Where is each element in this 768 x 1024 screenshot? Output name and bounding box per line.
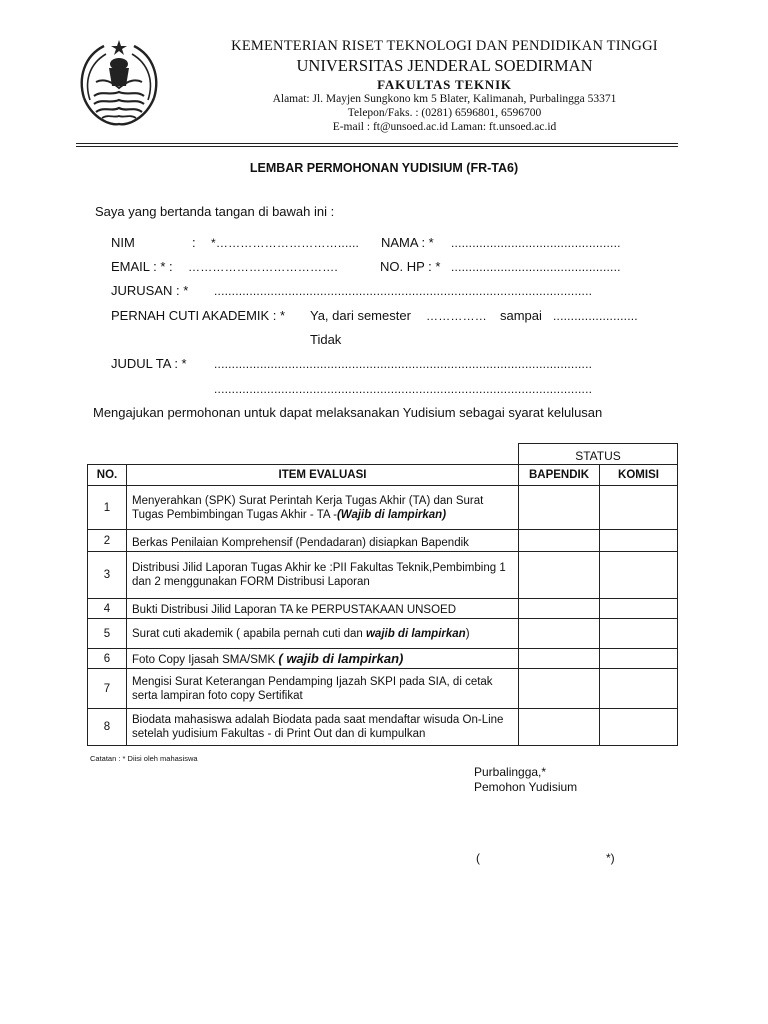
row-item-required: wajib di lampirkan	[365, 627, 466, 640]
row-item-text: Biodata mahasiswa adalah Biodata pada saat mendaftar wisuda On-Line setelah yudisium Fakultas - di Print Out dan di kumpulkan	[132, 714, 504, 740]
contact-web: E-mail : ft@unsoed.ac.id Laman: ft.unsoed.ac.id	[332, 121, 557, 133]
komisi-check-cell[interactable]	[600, 669, 678, 709]
row-number: 2	[88, 530, 127, 552]
row-number: 1	[88, 486, 127, 530]
col-komisi-header: KOMISI	[600, 465, 678, 486]
komisi-check-cell[interactable]	[600, 709, 678, 746]
row-item-text: Foto Copy Ijasah SMA/SMK	[132, 654, 279, 666]
bapendik-check-cell[interactable]	[519, 709, 600, 746]
bapendik-check-cell[interactable]	[519, 486, 600, 530]
cuti-option-tidak[interactable]: Tidak	[310, 332, 342, 347]
bapendik-check-cell[interactable]	[519, 619, 600, 649]
cuti-option-ya[interactable]: Ya, dari semester	[310, 308, 411, 323]
nim-separator: :	[192, 235, 196, 250]
signature-place-date: Purbalingga,*	[474, 765, 547, 779]
nama-field[interactable]: ................................................	[451, 236, 621, 250]
komisi-check-cell[interactable]	[600, 599, 678, 619]
nama-label: NAMA : *	[381, 235, 434, 250]
jurusan-field[interactable]: ...........................................................................................................	[214, 284, 593, 298]
row-item	[127, 530, 519, 552]
phone: Telepon/Faks. : (0281) 6596801, 6596700	[347, 107, 542, 119]
row-item	[127, 709, 519, 746]
bapendik-check-cell[interactable]	[519, 649, 600, 669]
row-number: 3	[88, 552, 127, 599]
nohp-field[interactable]: ................................................	[451, 260, 621, 274]
email-label: EMAIL : * :	[111, 259, 173, 274]
row-item-required: ( wajib di lampirkan)	[278, 651, 404, 666]
row-item-text: Mengisi Surat Keterangan Pendamping Ijazah SKPI pada SIA, di cetak serta lampiran foto copy Sertifikat	[132, 675, 493, 702]
row-number: 7	[88, 669, 127, 709]
signature-name-open: (	[476, 851, 480, 865]
table-row	[88, 649, 678, 669]
komisi-check-cell[interactable]	[600, 649, 678, 669]
jurusan-label: JURUSAN : *	[111, 283, 189, 298]
table-row	[88, 599, 678, 619]
row-item	[127, 649, 519, 669]
nohp-label: NO. HP : *	[380, 259, 441, 274]
status-header: STATUS	[518, 443, 678, 465]
bapendik-check-cell[interactable]	[519, 552, 600, 599]
col-item-header: ITEM EVALUASI	[127, 465, 519, 486]
row-number: 6	[88, 649, 127, 669]
row-item	[127, 669, 519, 709]
table-row	[88, 619, 678, 649]
row-item-tail: )	[465, 627, 470, 640]
header-divider-thin	[76, 146, 678, 147]
intro-text: Saya yang bertanda tangan di bawah ini :	[95, 204, 335, 219]
judul-field-line2[interactable]: ...........................................................................................................	[214, 382, 593, 396]
cuti-sampai-label: sampai	[500, 308, 542, 323]
cuti-semester-field[interactable]: ……………	[426, 309, 487, 323]
table-row	[88, 486, 678, 530]
row-item-text: Distribusi Jilid Laporan Tugas Akhir ke :PII Fakultas Teknik,Pembimbing 1 dan 2 menggunakan FORM Distribusi Laporan	[132, 562, 506, 588]
cuti-label: PERNAH CUTI AKADEMIK : *	[111, 308, 286, 323]
nim-label: NIM	[111, 235, 135, 250]
komisi-check-cell[interactable]	[600, 619, 678, 649]
row-item-text: Surat cuti akademik ( apabila pernah cuti dan	[132, 627, 366, 640]
ministry-name: KEMENTERIAN RISET TEKNOLOGI DAN PENDIDIKAN TINGGI	[231, 38, 658, 54]
komisi-check-cell[interactable]	[600, 530, 678, 552]
row-item	[127, 599, 519, 619]
judul-label: JUDUL TA : *	[111, 356, 187, 371]
signature-name-close: *)	[606, 851, 615, 865]
bapendik-check-cell[interactable]	[519, 599, 600, 619]
row-item-required: (Wajib di lampirkan)	[336, 508, 447, 521]
table-row	[88, 552, 678, 599]
row-item-text: Menyerahkan (SPK) Surat Perintah Kerja Tugas Akhir (TA) dan Surat Tugas Pembimbingan Tugas Akhir - TA -	[132, 494, 484, 521]
document-title: LEMBAR PERMOHONAN YUDISIUM (FR-TA6)	[249, 161, 519, 175]
email-field[interactable]: ……………………………….	[188, 260, 338, 274]
request-text: Mengajukan permohonan untuk dapat melaksanakan Yudisium sebagai syarat kelulusan	[93, 405, 603, 420]
bapendik-check-cell[interactable]	[519, 669, 600, 709]
table-row	[88, 669, 678, 709]
table-row	[88, 530, 678, 552]
row-item	[127, 552, 519, 599]
evaluation-table	[87, 464, 678, 746]
bapendik-check-cell[interactable]	[519, 530, 600, 552]
nim-field[interactable]: *…………………………......	[211, 236, 360, 250]
cuti-sampai-field[interactable]: ........................	[553, 309, 638, 323]
signature-role: Pemohon Yudisium	[474, 780, 578, 794]
col-bapendik-header: BAPENDIK	[519, 465, 600, 486]
university-logo	[76, 38, 162, 128]
row-item	[127, 486, 519, 530]
col-no-header: NO.	[88, 465, 127, 486]
address: Alamat: Jl. Mayjen Sungkono km 5 Blater, Kalimanah, Purbalingga 53371	[272, 93, 617, 105]
row-item	[127, 619, 519, 649]
faculty-name: FAKULTAS TEKNIK	[377, 77, 512, 92]
judul-field-line1[interactable]: ...........................................................................................................	[214, 357, 593, 371]
row-number: 4	[88, 599, 127, 619]
row-item-text: Bukti Distribusi Jilid Laporan TA ke PERPUSTAKAAN UNSOED	[132, 604, 457, 616]
row-item-text: Berkas Penilaian Komprehensif (Pendadaran) disiapkan Bapendik	[132, 537, 469, 549]
komisi-check-cell[interactable]	[600, 552, 678, 599]
row-number: 5	[88, 619, 127, 649]
table-row	[88, 709, 678, 746]
header-divider	[76, 143, 678, 144]
footnote: Catatan : * Diisi oleh mahasiswa	[90, 754, 198, 763]
komisi-check-cell[interactable]	[600, 486, 678, 530]
university-name: UNIVERSITAS JENDERAL SOEDIRMAN	[296, 56, 593, 75]
row-number: 8	[88, 709, 127, 746]
